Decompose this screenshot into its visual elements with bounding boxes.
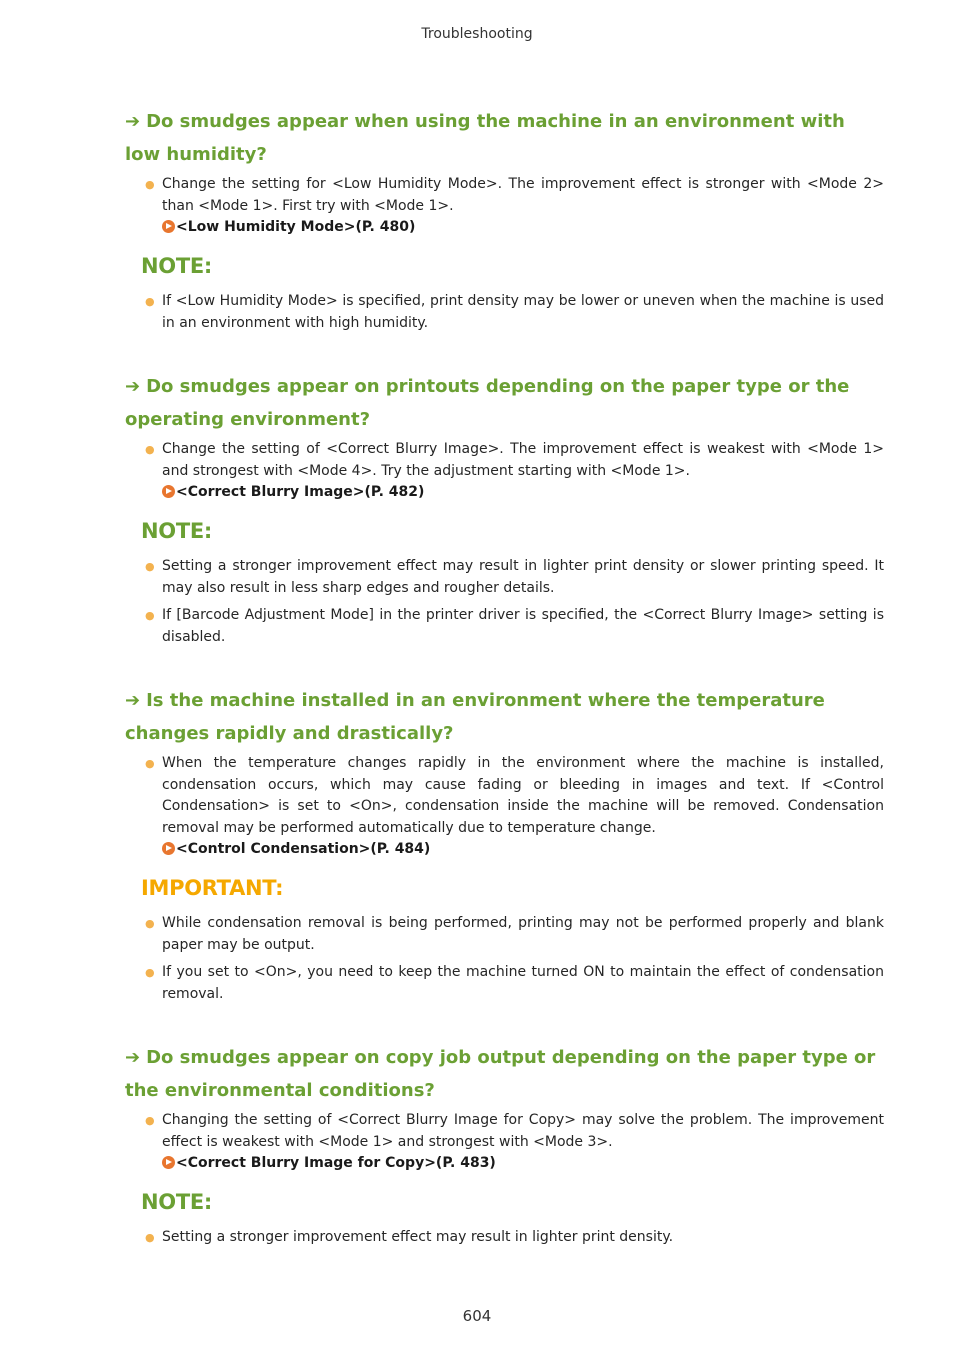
important-text: If you set to <On>, you need to keep the machine turned ON to maintain the effect of condensation removal. xyxy=(162,964,884,1002)
note-label: NOTE: xyxy=(141,519,212,543)
list-item xyxy=(145,556,884,599)
note-label: NOTE: xyxy=(141,254,212,278)
arrow-right-icon: ➔ xyxy=(125,690,141,711)
list-item xyxy=(145,291,884,334)
important-label: IMPORTANT: xyxy=(141,876,284,900)
bullet-icon: ● xyxy=(145,443,155,456)
link-arrow-icon xyxy=(162,220,175,233)
reference-link[interactable]: <Control Condensation>(P. 484) xyxy=(162,839,884,861)
note-text: Setting a stronger improvement effect may result in lighter print density. xyxy=(162,1229,674,1245)
bullet-icon: ● xyxy=(145,757,155,770)
note-text: If [Barcode Adjustment Mode] in the printer driver is specified, the <Correct Blurry Image> setting is disabled. xyxy=(162,607,884,645)
bullet-icon: ● xyxy=(145,1114,155,1127)
link-arrow-icon xyxy=(162,485,175,498)
list-item xyxy=(145,605,884,648)
bullet-text: Change the setting for <Low Humidity Mode>. The improvement effect is stronger with <Mode 2> than <Mode 1>. First try with <Mode 1>. xyxy=(162,176,884,214)
list-item xyxy=(145,1227,884,1249)
question-heading: ➔ Do smudges appear when using the machine in an environment with low humidity? xyxy=(125,111,845,165)
question-heading: ➔ Do smudges appear on printouts depending on the paper type or the operating environment? xyxy=(125,376,850,430)
bullet-icon: ● xyxy=(145,609,155,622)
list-item xyxy=(145,753,884,861)
question-heading: ➔ Is the machine installed in an environment where the temperature changes rapidly and drastically? xyxy=(125,690,825,744)
arrow-right-icon: ➔ xyxy=(125,111,141,132)
list-item xyxy=(145,962,884,1005)
bullet-icon: ● xyxy=(145,966,155,979)
list-item xyxy=(145,913,884,956)
reference-link[interactable]: <Low Humidity Mode>(P. 480) xyxy=(162,217,884,239)
bullet-text: Changing the setting of <Correct Blurry Image for Copy> may solve the problem. The improvement effect is weakest with <Mode 1> and strongest with <Mode 3>. xyxy=(162,1112,884,1150)
question-heading: ➔ Do smudges appear on copy job output depending on the paper type or the environmental conditions? xyxy=(125,1047,876,1101)
page-number: 604 xyxy=(462,1307,492,1325)
bullet-icon: ● xyxy=(145,178,155,191)
bullet-text: When the temperature changes rapidly in the environment where the machine is installed, condensation occurs, which may cause fading or bleeding in images and text. If <Control Condensation> is set to <On>, condensation inside the machine will be removed. Condensation removal may be performed automatically due to temperature change. xyxy=(162,755,884,836)
note-text: Setting a stronger improvement effect may result in lighter print density or slower printing speed. It may also result in less sharp edges and rougher details. xyxy=(162,558,884,596)
bullet-icon: ● xyxy=(145,560,155,573)
note-text: If <Low Humidity Mode> is specified, print density may be lower or uneven when the machine is used in an environment with high humidity. xyxy=(162,293,884,331)
bullet-text: Change the setting of <Correct Blurry Image>. The improvement effect is weakest with <Mode 1> and strongest with <Mode 4>. Try the adjustment starting with <Mode 1>. xyxy=(162,441,884,479)
page-header: Troubleshooting xyxy=(421,26,533,42)
bullet-icon: ● xyxy=(145,295,155,308)
bullet-icon: ● xyxy=(145,1231,155,1244)
arrow-right-icon: ➔ xyxy=(125,376,141,397)
list-item xyxy=(145,1110,884,1175)
bullet-icon: ● xyxy=(145,917,155,930)
link-arrow-icon xyxy=(162,1156,175,1169)
list-item xyxy=(145,174,884,239)
link-arrow-icon xyxy=(162,842,175,855)
arrow-right-icon: ➔ xyxy=(125,1047,141,1068)
important-text: While condensation removal is being performed, printing may not be performed properly and blank paper may be output. xyxy=(162,915,884,953)
list-item xyxy=(145,439,884,504)
reference-link[interactable]: <Correct Blurry Image>(P. 482) xyxy=(162,482,884,504)
note-label: NOTE: xyxy=(141,1190,212,1214)
reference-link[interactable]: <Correct Blurry Image for Copy>(P. 483) xyxy=(162,1153,884,1175)
